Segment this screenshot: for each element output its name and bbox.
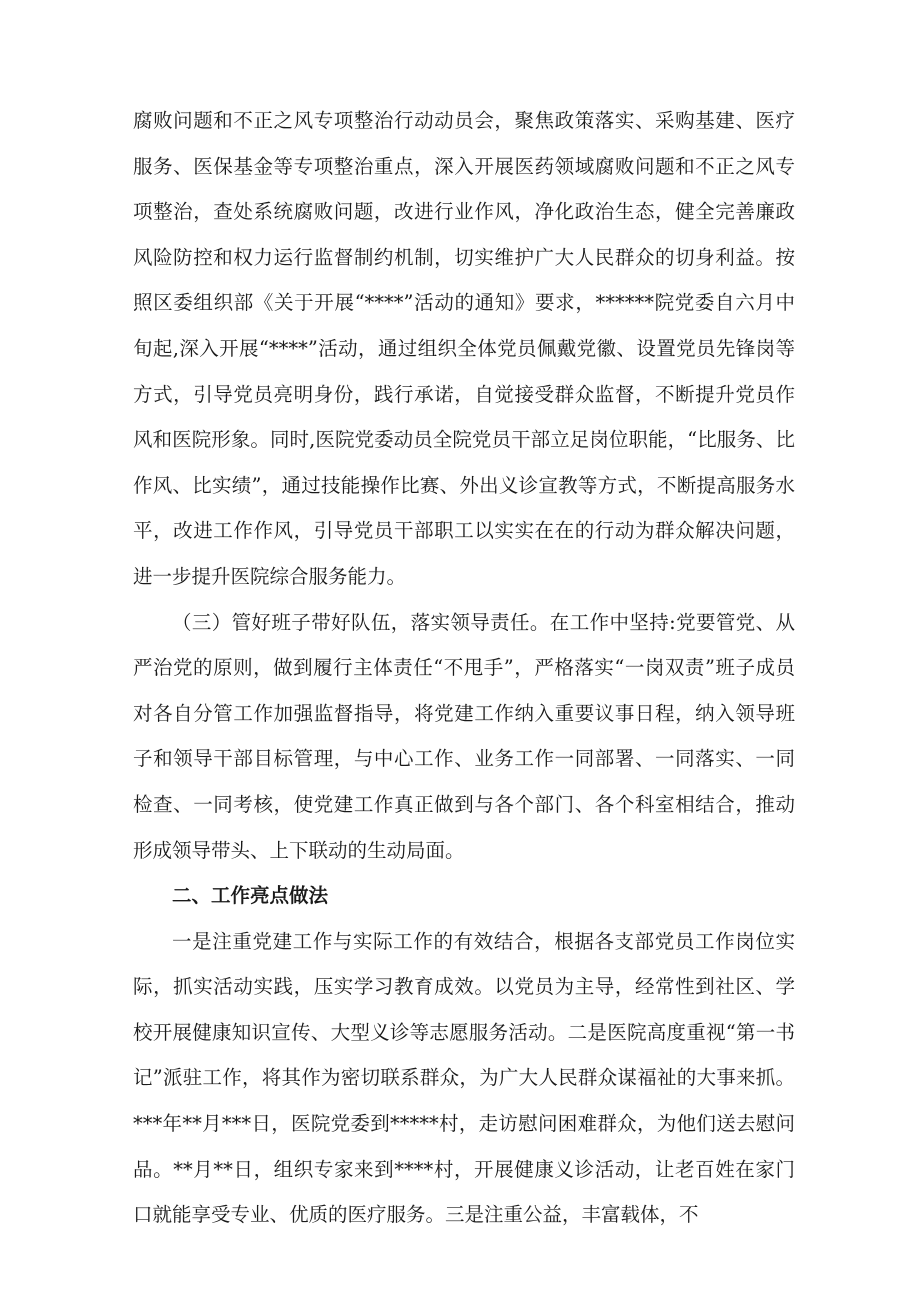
document-body [133, 98, 795, 1238]
paragraph-highlights: 一是注重党建工作与实际工作的有效结合，根据各支部党员工作岗位实际，抓实活动实践，压实学习教育成效。以党员为主导，经常性到社区、学校开展健康知识宣传、大型义诊等志愿服务活动。二是医院高度重视“第一书记”派驻工作，将其作为密切联系群众，为广大人民群众谋福祉的大事来抓。***年**月***日，医院党委到*****村，走访慰问困难群众，为他们送去慰问品。**月**日，组织专家来到****村，开展健康义诊活动，让老百姓在家门口就能享受专业、优质的医疗服务。三是注重公益，丰富载体，不 [133, 929, 795, 1227]
paragraph-continued: 腐败问题和不正之风专项整治行动动员会，聚焦政策落实、采购基建、医疗服务、医保基金等专项整治重点，深入开展医药领域腐败问题和不正之风专项整治，查处系统腐败问题，改进行业作风，净化政治生态，健全完善廉政风险防控和权力运行监督制约机制，切实维护广大人民群众的切身利益。按照区委组织部《关于开展“****”活动的通知》要求，******院党委自六月中旬起,深入开展“****”活动，通过组织全体党员佩戴党徽、设置党员先锋岗等方式，引导党员亮明身份，践行承诺，自觉接受群众监督，不断提升党员作风和医院形象。同时,医院党委动员全院党员干部立足岗位职能，“比服务、比作风、比实绩”，通过技能操作比赛、外出义诊宣教等方式，不断提高服务水平，改进工作作风，引导党员干部职工以实实在在的行动为群众解决问题，进一步提升医院综合服务能力。 [133, 109, 795, 588]
section-heading: 二、工作亮点做法 [172, 884, 329, 908]
paragraph-section-three: （三）管好班子带好队伍，落实领导责任。在工作中坚持:党要管党、从严治党的原则，做到履行主体责任“不甩手”，严格落实“一岗双责”班子成员对各自分管工作加强监督指导，将党建工作纳入重要议事日程，纳入领导班子和领导干部目标管理，与中心工作、业务工作一同部署、一同落实、一同检查、一同考核，使党建工作真正做到与各个部门、各个科室相结合，推动形成领导带头、上下联动的生动局面。 [133, 610, 795, 862]
